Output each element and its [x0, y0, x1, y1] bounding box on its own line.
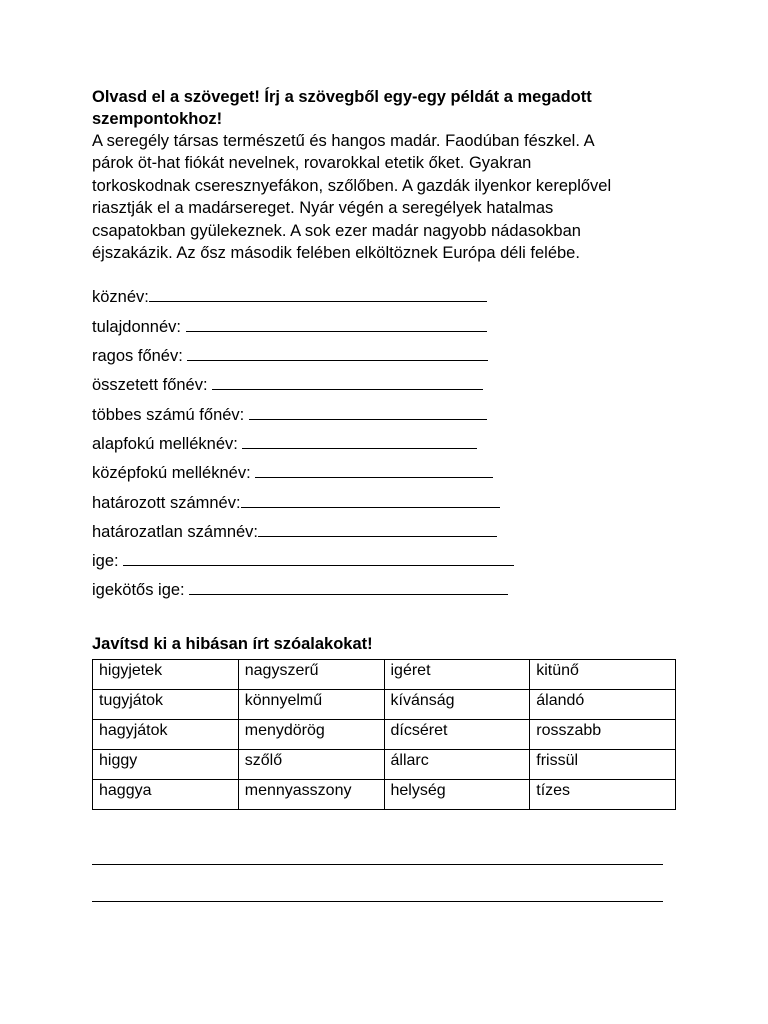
field-label: határozatlan számnév:	[92, 522, 259, 541]
field-label: igekötős ige:	[92, 581, 190, 600]
table-cell: menydörög	[238, 719, 384, 749]
misspelled-words-table	[92, 659, 676, 810]
field-tulajdonnev	[92, 315, 692, 344]
answer-blank[interactable]	[123, 549, 514, 566]
table-cell: helység	[384, 779, 530, 809]
field-hatarozott-szamnev	[92, 491, 692, 520]
field-igekotos-ige	[92, 578, 692, 607]
table-cell: nagyszerű	[238, 659, 384, 689]
field-label: alapfokú melléknév:	[92, 434, 243, 453]
field-label: többes számú főnév:	[92, 405, 249, 424]
passage-line: éjszakázik. Az ősz második felében elköltöznek Európa déli felébe.	[92, 244, 580, 263]
passage-line: csapatokban gyülekeznek. A sok ezer madár nagyobb nádasokban	[92, 221, 581, 240]
field-kozepfoku-melleknev	[92, 461, 692, 490]
answer-blank[interactable]	[241, 491, 500, 508]
table-cell: álandó	[530, 689, 676, 719]
passage-line: A seregély társas természetű és hangos madár. Faodúban fészkel. A	[92, 132, 595, 150]
table-cell: tugyjátok	[93, 689, 239, 719]
table-cell: kitünő	[530, 659, 676, 689]
task1-heading-line2: szempontokhoz!	[92, 110, 223, 128]
answer-blank[interactable]	[212, 373, 483, 390]
table-cell: haggya	[93, 779, 239, 809]
answer-fields	[92, 285, 692, 607]
table-cell: dícséret	[384, 719, 530, 749]
field-label: ige:	[92, 552, 124, 571]
table-cell: igéret	[384, 659, 530, 689]
field-koznev	[92, 285, 692, 314]
answer-blank[interactable]	[186, 315, 487, 332]
passage-line: párok öt-hat fiókát nevelnek, rovarokkal etetik őket. Gyakran	[92, 154, 532, 173]
task2-heading: Javítsd ki a hibásan írt szóalakokat!	[92, 634, 373, 653]
task1-heading-line1: Olvasd el a szöveget! Írj a szövegből egy-egy példát a megadott	[92, 88, 592, 106]
field-tobbes-szamu-fonev	[92, 403, 692, 432]
table-cell: tízes	[530, 779, 676, 809]
field-ragos-fonev	[92, 344, 692, 373]
table-row	[93, 659, 676, 689]
table-cell: higgy	[93, 749, 239, 779]
field-label: összetett főnév:	[92, 376, 213, 395]
answer-blank[interactable]	[149, 285, 487, 302]
task1-heading	[92, 86, 692, 130]
table-cell: rosszabb	[530, 719, 676, 749]
table-cell: szőlő	[238, 749, 384, 779]
field-label: tulajdonnév:	[92, 317, 186, 336]
field-hatarozatlan-szamnev	[92, 520, 692, 549]
answer-blank[interactable]	[187, 344, 488, 361]
table-cell: hagyjátok	[93, 719, 239, 749]
answer-blank[interactable]	[255, 461, 493, 478]
table-row	[93, 689, 676, 719]
answer-blank[interactable]	[189, 578, 508, 595]
field-label: köznév:	[92, 288, 149, 307]
field-alapfoku-melleknev	[92, 432, 692, 461]
table-cell: higyjetek	[93, 659, 239, 689]
correction-answer-line[interactable]	[92, 901, 663, 902]
passage-line: riasztják el a madársereget. Nyár végén a seregélyek hatalmas	[92, 199, 554, 218]
table-cell: kívánság	[384, 689, 530, 719]
table-cell: állarc	[384, 749, 530, 779]
table-row	[93, 719, 676, 749]
field-label: középfokú melléknév:	[92, 464, 256, 483]
reading-passage	[92, 130, 692, 264]
field-label: ragos főnév:	[92, 347, 188, 366]
table-row	[93, 779, 676, 809]
field-label: határozott számnév:	[92, 493, 241, 512]
table-row	[93, 749, 676, 779]
answer-blank[interactable]	[258, 520, 497, 537]
table-cell: frissül	[530, 749, 676, 779]
correction-answer-line[interactable]	[92, 864, 663, 865]
table-cell: mennyasszony	[238, 779, 384, 809]
answer-blank[interactable]	[249, 403, 487, 420]
worksheet	[92, 86, 692, 902]
answer-blank[interactable]	[242, 432, 477, 449]
field-osszetett-fonev	[92, 373, 692, 402]
field-ige	[92, 549, 692, 578]
passage-line: torkoskodnak cseresznyefákon, szőlőben. A gazdák ilyenkor kereplővel	[92, 176, 612, 195]
table-cell: könnyelmű	[238, 689, 384, 719]
